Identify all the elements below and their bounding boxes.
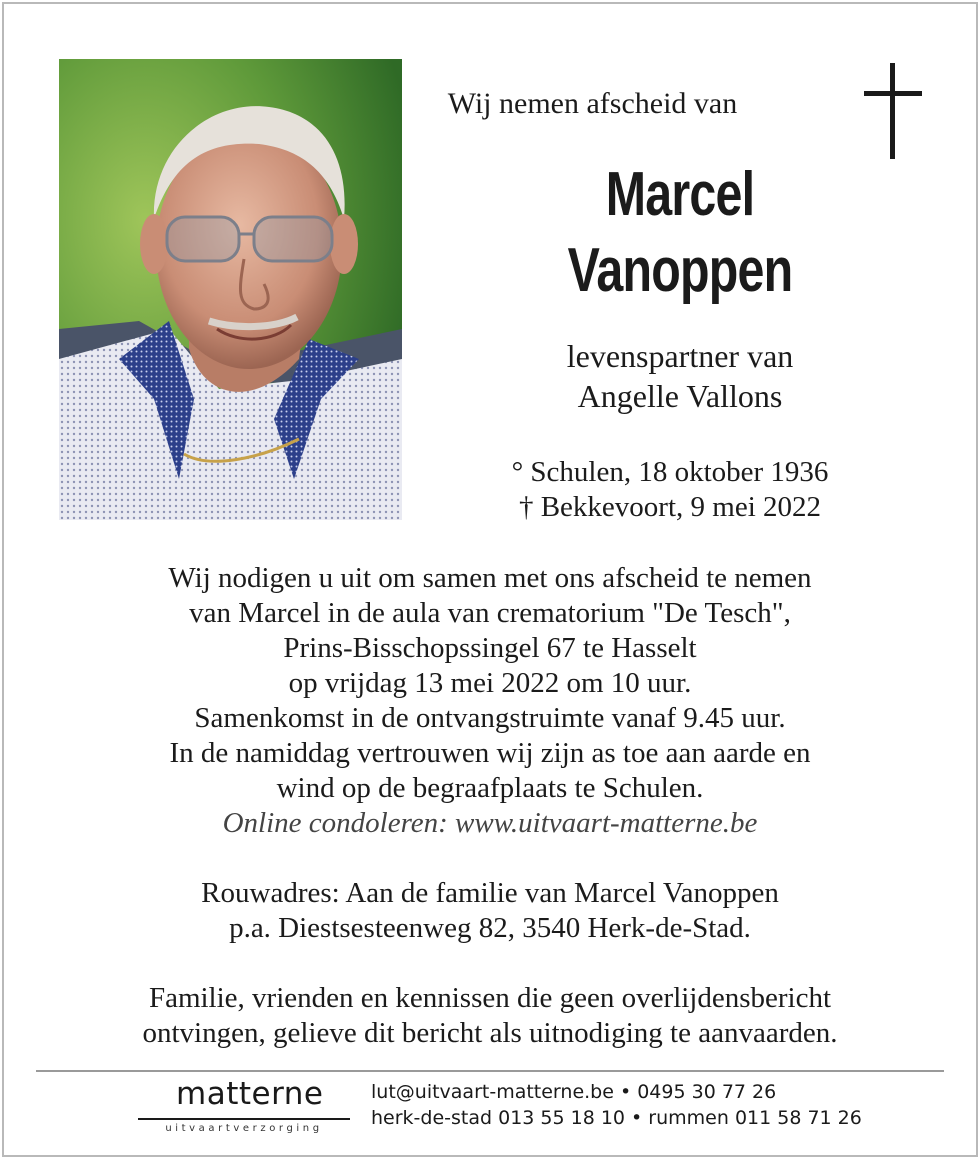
closing-line-2: ontvingen, gelieve dit bericht als uitnodiging te aanvaarden. [142,1017,838,1049]
invitation-line: In de namiddag vertrouwen wij zijn as toe aan aarde en [169,737,811,769]
last-name: Vanoppen [567,236,793,305]
logo-name: matterne [176,1076,324,1112]
invitation-line: van Marcel in de aula van crematorium "De Tesch", [189,597,791,629]
dates-block [455,455,885,525]
portrait-photo [59,59,402,520]
partner-line-2: Angelle Vallons [577,378,783,414]
deceased-name [516,157,844,309]
birth-date: ° Schulen, 18 oktober 1936 [511,456,829,488]
logo-underline [138,1118,350,1120]
intro-text: Wij nemen afscheid van [447,87,738,120]
address-line-1: Rouwadres: Aan de familie van Marcel Vanoppen [201,877,779,909]
first-name: Marcel [605,160,755,229]
cross-icon [864,63,922,159]
footer-divider [36,1070,944,1072]
address-line-2: p.a. Diestsesteenweg 82, 3540 Herk-de-Stad. [229,912,751,944]
invitation-line: Samenkomst in de ontvangstruimte vanaf 9.45 uur. [194,702,786,734]
invitation-line: Prins-Bisschopssingel 67 te Hasselt [283,632,697,664]
contact-line-2: herk-de-stad 013 55 18 10 • rummen 011 58 71 26 [371,1107,862,1129]
contact-block [371,1079,862,1131]
invitation-line: wind op de begraafplaats te Schulen. [276,772,704,804]
invitation-line: Wij nodigen u uit om samen met ons afscheid te nemen [168,562,812,594]
online-condolence-link[interactable]: Online condoleren: www.uitvaart-matterne.be [222,807,758,839]
partner-block [470,336,890,416]
closing-line-1: Familie, vrienden en kennissen die geen overlijdensbericht [148,982,832,1014]
matterne-logo [138,1076,350,1138]
death-date: † Bekkevoort, 9 mei 2022 [518,491,822,523]
logo-subtitle: uitvaartverzorging [165,1123,323,1134]
partner-line-1: levenspartner van [566,338,794,374]
contact-line-1[interactable]: lut@uitvaart-matterne.be • 0495 30 77 26 [371,1081,777,1103]
invitation-block [40,561,940,1051]
invitation-line: op vrijdag 13 mei 2022 om 10 uur. [288,667,692,699]
